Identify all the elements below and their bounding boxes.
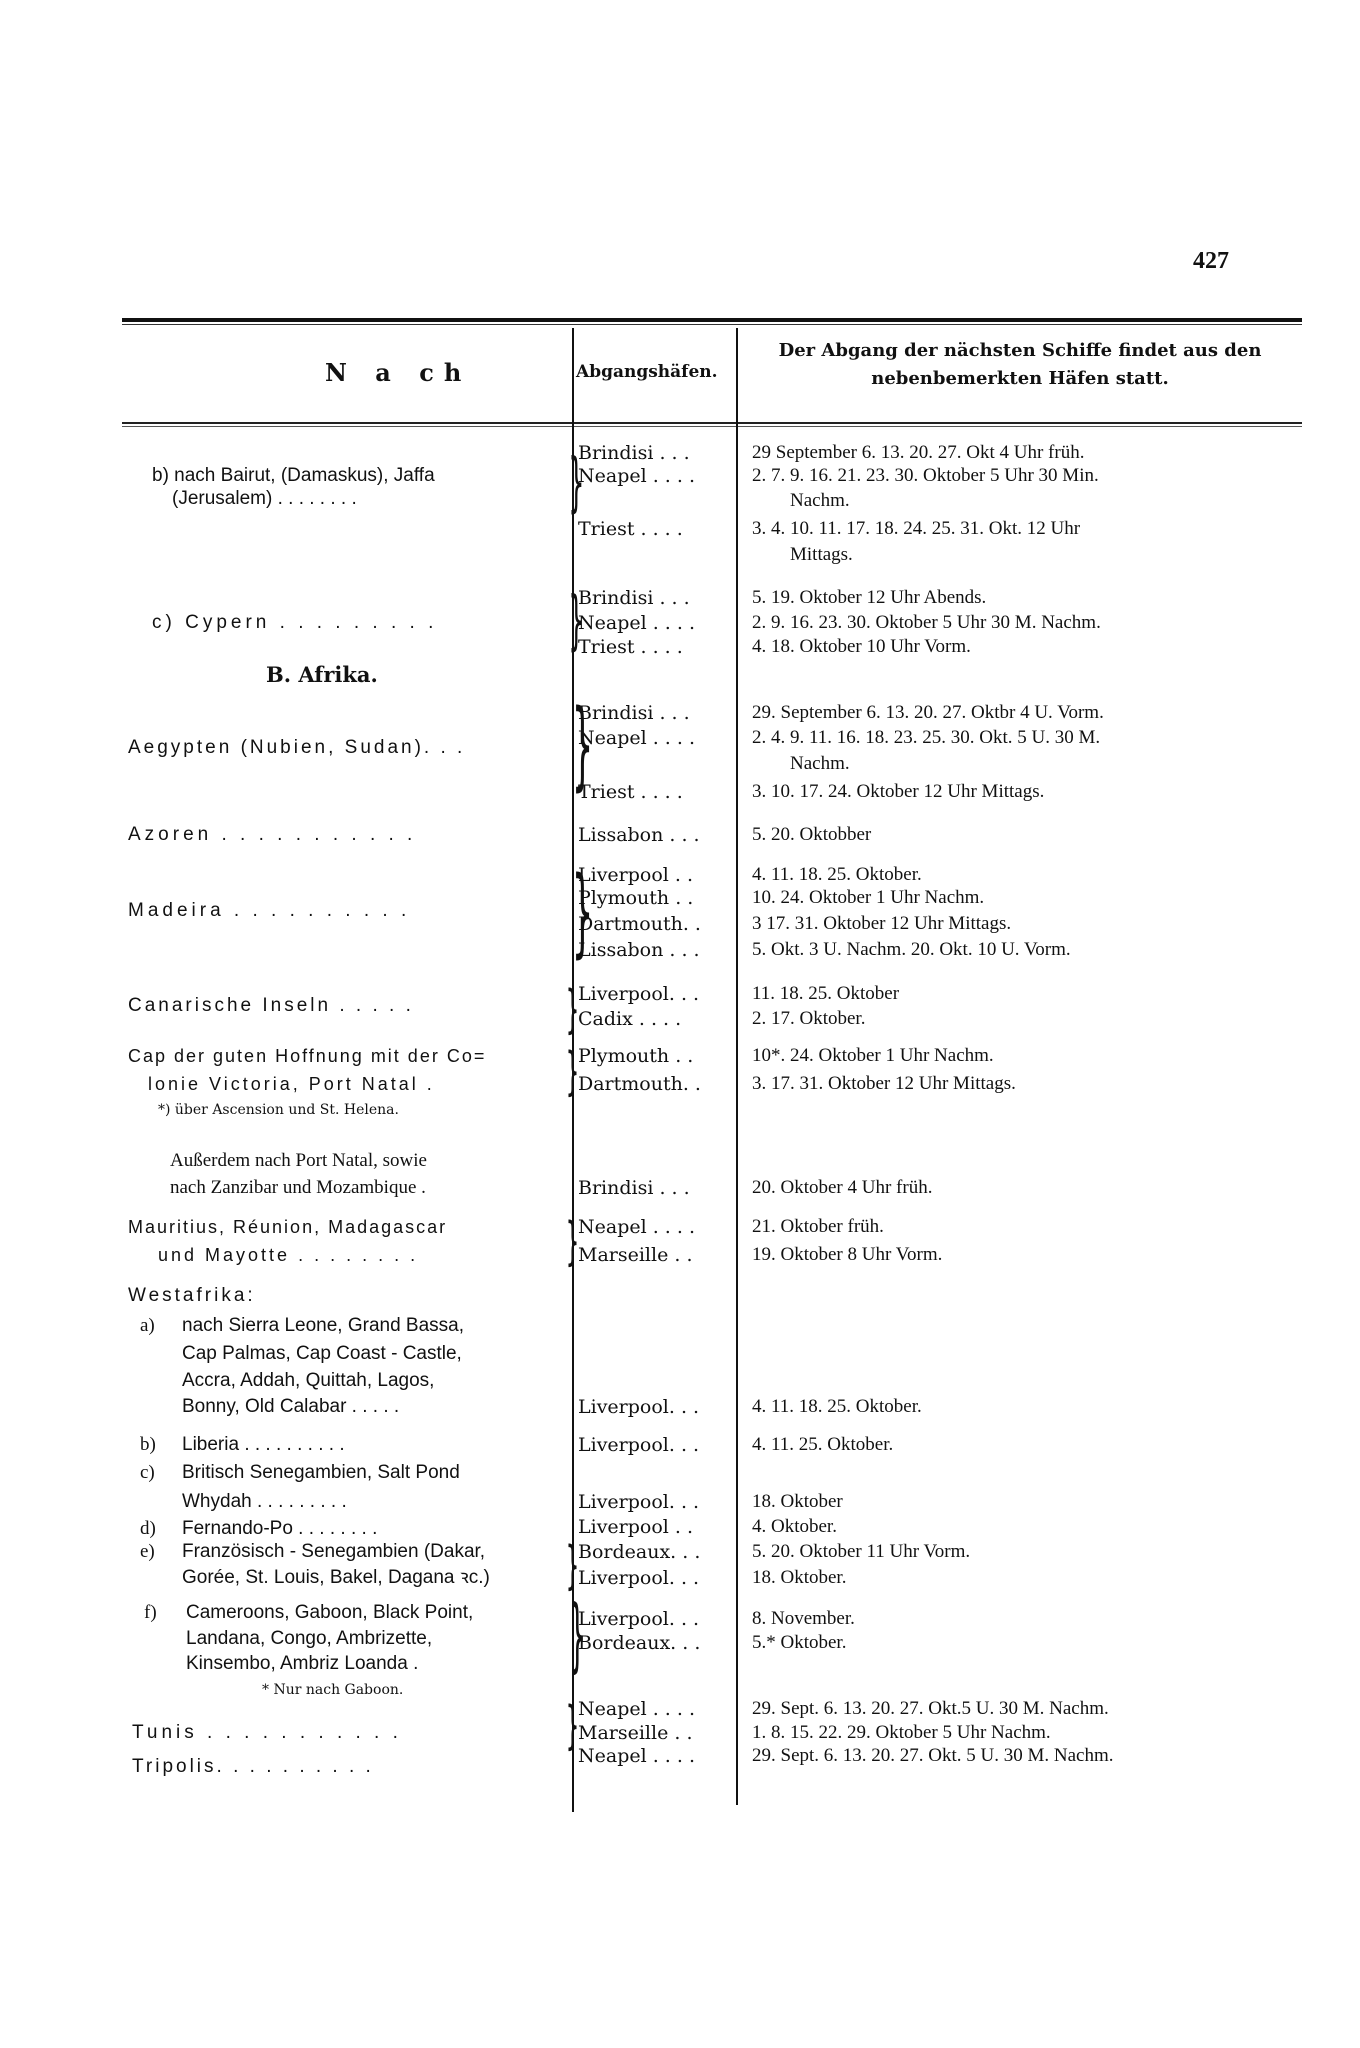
date: 5. 20. Oktobber <box>752 824 872 845</box>
table-top-rule-thin <box>122 324 1302 325</box>
destination: Canarische Inseln . . . . . <box>128 995 414 1016</box>
destination: c) Cypern . . . . . . . . . <box>152 612 438 633</box>
header-departure-line1: Der Abgang der nächsten Schiffe findet aus den <box>778 340 1262 361</box>
port: Lissabon . . . <box>578 939 700 961</box>
destination: Fernando-Po . . . . . . . . <box>182 1518 378 1539</box>
date: 4. 11. 18. 25. Oktober. <box>752 1396 922 1417</box>
date: 5. 20. Oktober 11 Uhr Vorm. <box>752 1541 971 1562</box>
port: Liverpool. . . <box>578 983 700 1005</box>
date: 4. Oktober. <box>752 1516 837 1537</box>
page-number: 427 <box>1193 248 1229 274</box>
destination-cont: nach Zanzibar und Mozambique . <box>170 1177 426 1198</box>
destination-cont: Whydah . . . . . . . . . <box>182 1491 347 1512</box>
destination: Tripolis. . . . . . . . . . <box>132 1756 374 1777</box>
item-label: e) <box>140 1541 155 1562</box>
destination: b) nach Bairut, (Damaskus), Jaffa <box>152 465 435 486</box>
date: 5. 19. Oktober 12 Uhr Abends. <box>752 587 987 608</box>
date: 20. Oktober 4 Uhr früh. <box>752 1177 933 1198</box>
column-divider-dates <box>736 328 738 1805</box>
date: 29. September 6. 13. 20. 27. Oktbr 4 U. Vorm. <box>752 702 1104 723</box>
destination: Tunis . . . . . . . . . . . <box>132 1722 402 1743</box>
port: Liverpool. . . <box>578 1434 700 1456</box>
date: 3. 4. 10. 11. 17. 18. 24. 25. 31. Okt. 12 Uhr <box>752 518 1081 539</box>
port: Brindisi . . . <box>578 702 690 724</box>
date: 29 September 6. 13. 20. 27. Okt 4 Uhr früh. <box>752 442 1085 463</box>
port: Brindisi . . . <box>578 442 690 464</box>
brace-icon: } <box>568 1588 587 1681</box>
port: Neapel . . . . <box>578 1745 695 1767</box>
date: 19. Oktober 8 Uhr Vorm. <box>752 1244 943 1265</box>
destination: Aegypten (Nubien, Sudan). . . <box>128 737 466 758</box>
destination: Mauritius, Réunion, Madagascar <box>128 1217 448 1237</box>
port: Liverpool. . . <box>578 1491 700 1513</box>
brace-icon: } <box>565 980 580 1040</box>
port: Liverpool. . . <box>578 1396 700 1418</box>
date: 3 17. 31. Oktober 12 Uhr Mittags. <box>752 913 1012 934</box>
header-bottom-rule <box>122 422 1302 424</box>
port: Plymouth . . <box>578 1045 694 1067</box>
destination: Außerdem nach Port Natal, sowie <box>170 1150 427 1171</box>
port: Marseille . . <box>578 1722 693 1744</box>
date: 29. Sept. 6. 13. 20. 27. Okt.5 U. 30 M. Nachm. <box>752 1698 1109 1719</box>
destination-cont: Cap Palmas, Cap Coast - Castle, <box>182 1343 462 1364</box>
port: Bordeaux. . . <box>578 1541 701 1563</box>
port: Neapel . . . . <box>578 465 695 487</box>
destination: nach Sierra Leone, Grand Bassa, <box>182 1315 465 1336</box>
brace-icon: } <box>571 689 594 801</box>
port: Plymouth . . <box>578 887 694 909</box>
item-label: a) <box>140 1315 155 1336</box>
brace-icon: } <box>571 856 594 968</box>
table-top-rule <box>122 318 1302 322</box>
date: Mittags. <box>790 544 853 565</box>
port: Neapel . . . . <box>578 1216 695 1238</box>
date: 10. 24. Oktober 1 Uhr Nachm. <box>752 887 985 908</box>
port: Bordeaux. . . <box>578 1632 701 1654</box>
port: Lissabon . . . <box>578 824 700 846</box>
port: Dartmouth. . <box>578 1073 701 1095</box>
brace-icon: } <box>565 1536 580 1596</box>
port: Liverpool . . <box>578 864 694 886</box>
port: Triest . . . . <box>578 636 683 658</box>
header-ports: Abgangshäfen. <box>576 362 718 382</box>
date: 10*. 24. Oktober 1 Uhr Nachm. <box>752 1045 994 1066</box>
date: 2. 17. Oktober. <box>752 1008 866 1029</box>
destination: Madeira . . . . . . . . . . <box>128 900 411 921</box>
destination-cont: lonie Victoria, Port Natal . <box>148 1074 435 1094</box>
date: 18. Oktober <box>752 1491 843 1512</box>
brace-icon: } <box>565 1696 580 1756</box>
port: Brindisi . . . <box>578 1177 690 1199</box>
date: 18. Oktober. <box>752 1567 847 1588</box>
date: Nachm. <box>790 753 850 774</box>
destination-cont: und Mayotte . . . . . . . . <box>158 1245 419 1265</box>
destination: Azoren . . . . . . . . . . . <box>128 824 417 845</box>
port: Brindisi . . . <box>578 587 690 609</box>
date: 2. 4. 9. 11. 16. 18. 23. 25. 30. Okt. 5 U. 30 M. <box>752 727 1101 748</box>
date: 5. Okt. 3 U. Nachm. 20. Okt. 10 U. Vorm. <box>752 939 1071 960</box>
port: Triest . . . . <box>578 518 683 540</box>
destination: Liberia . . . . . . . . . . <box>182 1434 345 1455</box>
brace-icon: } <box>568 584 585 658</box>
item-label: c) <box>140 1462 155 1483</box>
section-subheading: Westafrika: <box>128 1285 256 1306</box>
date: 3. 17. 31. Oktober 12 Uhr Mittags. <box>752 1073 1016 1094</box>
port: Marseille . . <box>578 1244 693 1266</box>
date: 29. Sept. 6. 13. 20. 27. Okt. 5 U. 30 M. Nachm. <box>752 1745 1114 1766</box>
date: 4. 11. 25. Oktober. <box>752 1434 894 1455</box>
date: 4. 11. 18. 25. Oktober. <box>752 864 922 885</box>
brace-icon: } <box>568 446 585 520</box>
date: 11. 18. 25. Oktober <box>752 983 900 1004</box>
port: Liverpool . . <box>578 1516 694 1538</box>
port: Cadix . . . . <box>578 1008 682 1030</box>
date: 8. November. <box>752 1608 855 1629</box>
header-departure-line2: nebenbemerkten Häfen statt. <box>871 368 1169 389</box>
port: Liverpool. . . <box>578 1608 700 1630</box>
destination-cont: Landana, Congo, Ambrizette, <box>186 1628 433 1649</box>
date: 2. 9. 16. 23. 30. Oktober 5 Uhr 30 M. Nachm. <box>752 612 1101 633</box>
destination: Französisch - Senegambien (Dakar, <box>182 1541 486 1562</box>
item-label: d) <box>140 1518 156 1539</box>
section-heading: B. Afrika. <box>266 662 378 687</box>
footnote: *) über Ascension und St. Helena. <box>158 1102 399 1118</box>
port: Dartmouth. . <box>578 913 701 935</box>
destination-cont: Accra, Addah, Quittah, Lagos, <box>182 1370 435 1391</box>
date: Nachm. <box>790 490 850 511</box>
header-destination: N a ch <box>325 358 472 387</box>
date: 3. 10. 17. 24. Oktober 12 Uhr Mittags. <box>752 781 1045 802</box>
date: 4. 18. Oktober 10 Uhr Vorm. <box>752 636 971 657</box>
destination-cont: (Jerusalem) . . . . . . . . <box>172 488 357 509</box>
brace-icon: } <box>565 1042 580 1102</box>
port: Neapel . . . . <box>578 612 695 634</box>
destination: Britisch Senegambien, Salt Pond <box>182 1462 460 1483</box>
destination-cont: Bonny, Old Calabar . . . . . <box>182 1396 400 1417</box>
date: 5.* Oktober. <box>752 1632 847 1653</box>
port: Triest . . . . <box>578 781 683 803</box>
destination: Cameroons, Gaboon, Black Point, <box>186 1602 474 1623</box>
port: Neapel . . . . <box>578 1698 695 1720</box>
date: 2. 7. 9. 16. 21. 23. 30. Oktober 5 Uhr 30 Min. <box>752 465 1099 486</box>
item-label: b) <box>140 1434 156 1455</box>
brace-icon: } <box>565 1212 580 1272</box>
destination-cont: Gorée, St. Louis, Bakel, Dagana ꝛc.) <box>182 1567 490 1588</box>
date: 1. 8. 15. 22. 29. Oktober 5 Uhr Nachm. <box>752 1722 1051 1743</box>
header-bottom-rule-thin <box>122 426 1302 427</box>
port: Liverpool. . . <box>578 1567 700 1589</box>
destination: Cap der guten Hoffnung mit der Co= <box>128 1046 487 1066</box>
destination-cont: Kinsembo, Ambriz Loanda . <box>186 1653 419 1674</box>
item-label: f) <box>144 1602 157 1623</box>
date: 21. Oktober früh. <box>752 1216 884 1237</box>
footnote: * Nur nach Gaboon. <box>262 1682 404 1698</box>
port: Neapel . . . . <box>578 727 695 749</box>
